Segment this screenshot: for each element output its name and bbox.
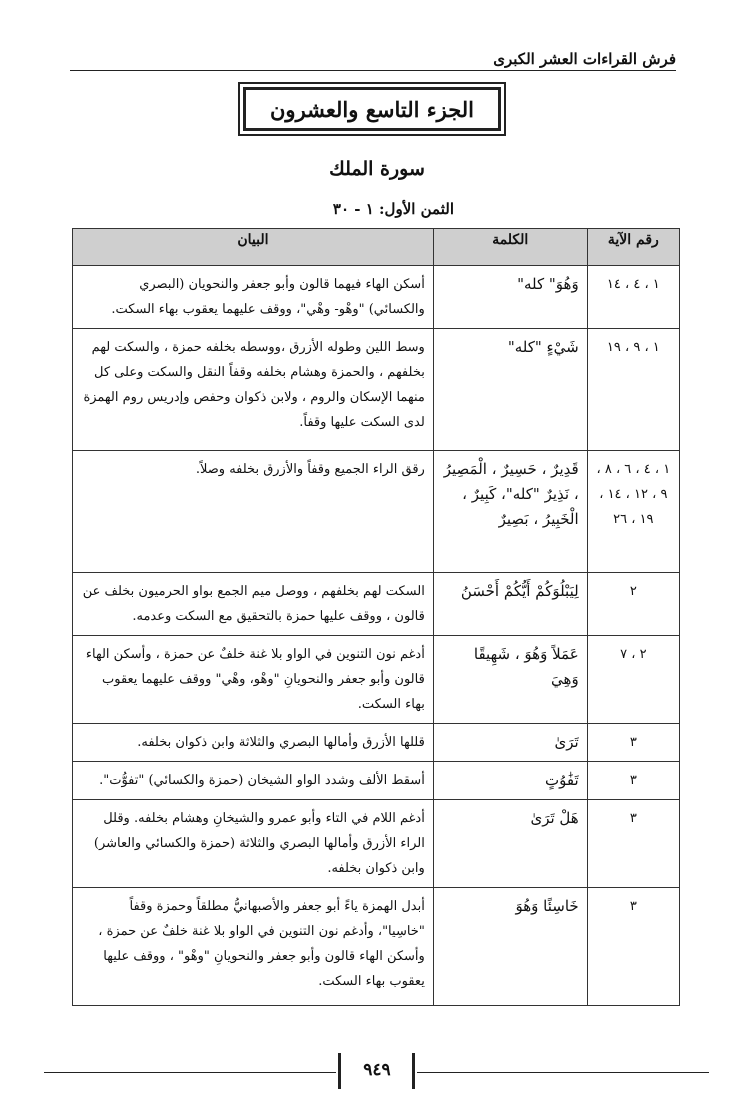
explanation: رقق الراء الجميع وقفاً والأزرق بخلفه وصلاً. [73, 451, 434, 573]
verse-number: ٢ ، ٧ [587, 636, 679, 724]
verse-number: ٣ [587, 888, 679, 1006]
quran-word: خَاسِئًا وَهُوَ [433, 888, 587, 1006]
footer-bar-right [412, 1053, 415, 1089]
quran-word: لِيَبْلُوَكُمْ أَيُّكُمْ أَحْسَنُ [433, 573, 587, 636]
quran-word: تَرَىٰ [433, 724, 587, 762]
header-verse-number: رقم الآية [587, 229, 679, 266]
verse-number: ١ ، ٤ ، ١٤ [587, 266, 679, 329]
eighth-range: ١ - ٣٠ [332, 200, 374, 218]
quran-word: عَمَلاً وَهُوَ ، شَهِيقًا وَهِيَ [433, 636, 587, 724]
header-explanation: البيان [73, 229, 434, 266]
table-row [73, 329, 680, 451]
table-row [73, 800, 680, 888]
table-row [73, 451, 680, 573]
footer-bar-left [338, 1053, 341, 1089]
quran-word: وَهُوَ" كله" [433, 266, 587, 329]
part-title-box [238, 82, 506, 136]
explanation: أدغم اللام في التاء وأبو عمرو والشيخانِ وهشام بخلفه. وقلل الراء الأزرق وأمالها البصري والثلاثة (حمزة والكسائي والعاشر) وابن ذكوان بخلفه. [73, 800, 434, 888]
quran-word: شَيْءٍ "كله" [433, 329, 587, 451]
table-header-row [73, 229, 680, 266]
header-word: الكلمة [433, 229, 587, 266]
eighth-title [333, 200, 454, 218]
table-row [73, 762, 680, 800]
verse-number: ٢ [587, 573, 679, 636]
quran-word: هَلْ تَرَىٰ [433, 800, 587, 888]
part-title: الجزء التاسع والعشرون [243, 87, 501, 131]
verse-number: ٣ [587, 800, 679, 888]
verse-number: ٣ [587, 762, 679, 800]
explanation: قللها الأزرق وأمالها البصري والثلاثة وابن ذكوان بخلفه. [73, 724, 434, 762]
eighth-label: الثمن الأول: [379, 200, 454, 218]
table-row [73, 888, 680, 1006]
explanation: السكت لهم بخلفهم ، ووصل ميم الجمع بواو الحرميون بخلف عن قالون ، ووقف عليها حمزة بالتحقيق مع السكت وعدمه. [73, 573, 434, 636]
table-row [73, 636, 680, 724]
surah-title: سورة الملك [329, 158, 425, 180]
explanation: أبدل الهمزة ياءً أبو جعفر والأصبهانيُّ مطلقاً وحمزة وقفاً "خاسِيا"، وأدغم نون التنوين في الواو بلا غنة خلفٌ عن حمزة ، وأسكن الهاء قالون وأبو جعفر والنحويانِ "وهْو" ، ووقف عليها يعقوب بهاء السكت. [73, 888, 434, 1006]
quran-word: تَفَٰوُتٍ [433, 762, 587, 800]
footer-rule-left [44, 1072, 336, 1073]
verse-number: ١ ، ٤ ، ٦ ، ٨ ، ٩ ، ١٢ ، ١٤ ، ١٩ ، ٢٦ [587, 451, 679, 573]
quran-word: قَدِيرٌ ، حَسِيرٌ ، الْمَصِيرُ ، نَذِيرٌ "كله"، كَبِيرٌ ، الْخَبِيرُ ، بَصِيرٌ [433, 451, 587, 573]
readings-table [72, 228, 680, 1006]
table-row [73, 724, 680, 762]
explanation: أسكن الهاء فيهما قالون وأبو جعفر والنحويان (البصري والكسائي) "وهْو- وهْي"، ووقف عليهما يعقوب بهاء السكت. [73, 266, 434, 329]
table-row [73, 266, 680, 329]
table-row [73, 573, 680, 636]
explanation: أسقط الألف وشدد الواو الشيخان (حمزة والكسائي) "تفوُّت". [73, 762, 434, 800]
explanation: أدغم نون التنوين في الواو بلا غنة خلفٌ عن حمزة ، وأسكن الهاء قالون وأبو جعفر والنحويانِ "وهْو، وهْي" ووقف عليهما يعقوب بهاء السكت. [73, 636, 434, 724]
page-number: ٩٤٩ [363, 1060, 391, 1080]
explanation: وسط اللين وطوله الأزرق ،ووسطه بخلفه حمزة ، والسكت لهم بخلفهم ، والحمزة وهشام بخلفه وقفاً النقل والسكت وعلى كل منهما الإسكان والروم ، ولابن ذكوان وحفص وإدريس روم الهمزة لدى السكت عليها وقفاً. [73, 329, 434, 451]
footer-rule-right [417, 1072, 709, 1073]
verse-number: ٣ [587, 724, 679, 762]
running-header: فرش القراءات العشر الكبرى [493, 50, 676, 68]
verse-number: ١ ، ٩ ، ١٩ [587, 329, 679, 451]
header-rule [70, 70, 676, 71]
